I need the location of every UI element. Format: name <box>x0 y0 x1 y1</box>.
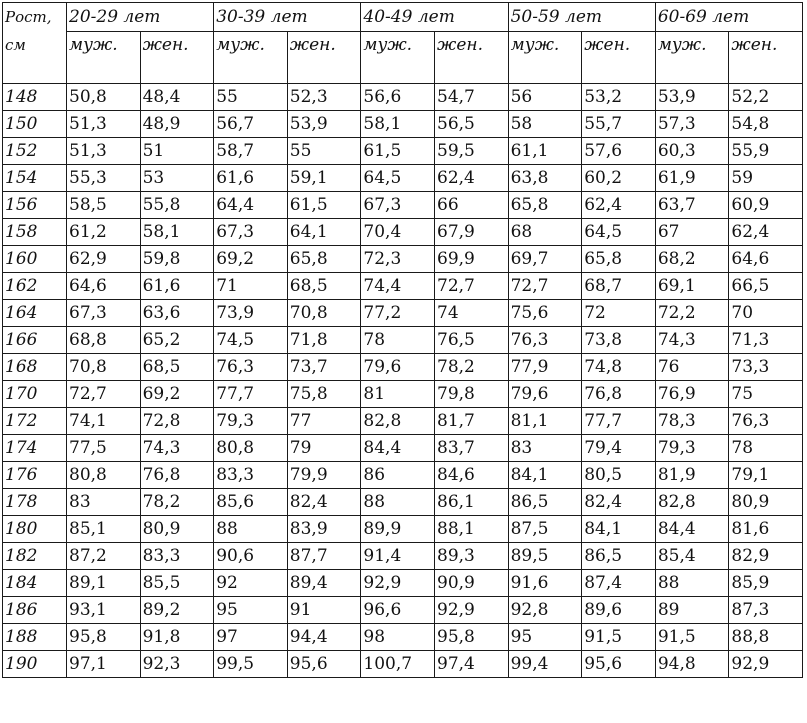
table-row <box>3 489 803 516</box>
weight-cell: 82,4 <box>287 489 361 516</box>
weight-cell: 77 <box>287 408 361 435</box>
height-cell: 162 <box>3 273 67 300</box>
weight-cell: 75,6 <box>508 300 582 327</box>
weight-cell: 80,8 <box>214 435 288 462</box>
table-row <box>3 219 803 246</box>
height-cell: 152 <box>3 138 67 165</box>
weight-cell: 72,7 <box>435 273 509 300</box>
weight-cell: 62,4 <box>729 219 803 246</box>
weight-cell: 74,1 <box>67 408 141 435</box>
weight-cell: 69,2 <box>140 381 214 408</box>
weight-cell: 80,8 <box>67 462 141 489</box>
weight-cell: 77,5 <box>67 435 141 462</box>
weight-cell: 93,1 <box>67 597 141 624</box>
weight-cell: 55,8 <box>140 192 214 219</box>
weight-cell: 48,9 <box>140 111 214 138</box>
weight-cell: 85,9 <box>729 570 803 597</box>
weight-cell: 95 <box>508 624 582 651</box>
weight-cell: 79 <box>287 435 361 462</box>
weight-cell: 67 <box>655 219 729 246</box>
weight-cell: 64,5 <box>361 165 435 192</box>
weight-cell: 84,1 <box>582 516 656 543</box>
weight-cell: 72,2 <box>655 300 729 327</box>
weight-cell: 64,4 <box>214 192 288 219</box>
weight-cell: 51,3 <box>67 111 141 138</box>
weight-cell: 73,7 <box>287 354 361 381</box>
weight-cell: 89,6 <box>582 597 656 624</box>
weight-cell: 77,2 <box>361 300 435 327</box>
weight-cell: 55,3 <box>67 165 141 192</box>
weight-cell: 61,2 <box>67 219 141 246</box>
weight-cell: 63,8 <box>508 165 582 192</box>
height-cell: 170 <box>3 381 67 408</box>
weight-cell: 88 <box>655 570 729 597</box>
weight-cell: 61,5 <box>287 192 361 219</box>
weight-cell: 79,3 <box>214 408 288 435</box>
weight-cell: 91 <box>287 597 361 624</box>
weight-cell: 92,9 <box>729 651 803 678</box>
weight-cell: 55,9 <box>729 138 803 165</box>
weight-cell: 89,5 <box>508 543 582 570</box>
weight-cell: 95,8 <box>435 624 509 651</box>
weight-cell: 52,3 <box>287 84 361 111</box>
weight-cell: 59,1 <box>287 165 361 192</box>
weight-cell: 71,3 <box>729 327 803 354</box>
height-header-line2: см <box>5 36 26 54</box>
weight-cell: 72,8 <box>140 408 214 435</box>
weight-cell: 69,1 <box>655 273 729 300</box>
weight-cell: 87,4 <box>582 570 656 597</box>
weight-cell: 95,8 <box>67 624 141 651</box>
weight-cell: 56 <box>508 84 582 111</box>
weight-cell: 99,4 <box>508 651 582 678</box>
height-cell: 154 <box>3 165 67 192</box>
weight-cell: 64,5 <box>582 219 656 246</box>
weight-cell: 78 <box>729 435 803 462</box>
weight-cell: 59,5 <box>435 138 509 165</box>
table-row <box>3 570 803 597</box>
height-header-line1: Рост, <box>5 8 52 26</box>
age-group-header: 30-39 лет <box>214 3 361 32</box>
weight-cell: 68,8 <box>67 327 141 354</box>
table-row <box>3 165 803 192</box>
weight-cell: 74,3 <box>655 327 729 354</box>
weight-cell: 85,6 <box>214 489 288 516</box>
weight-cell: 88,1 <box>435 516 509 543</box>
weight-cell: 91,6 <box>508 570 582 597</box>
weight-cell: 80,9 <box>729 489 803 516</box>
weight-cell: 79,6 <box>361 354 435 381</box>
weight-cell: 99,5 <box>214 651 288 678</box>
weight-cell: 82,9 <box>729 543 803 570</box>
table-row <box>3 597 803 624</box>
weight-cell: 70,8 <box>287 300 361 327</box>
weight-cell: 72 <box>582 300 656 327</box>
height-cell: 156 <box>3 192 67 219</box>
weight-cell: 54,8 <box>729 111 803 138</box>
weight-cell: 96,6 <box>361 597 435 624</box>
table-row <box>3 354 803 381</box>
weight-cell: 58 <box>508 111 582 138</box>
weight-cell: 89,3 <box>435 543 509 570</box>
height-cell: 148 <box>3 84 67 111</box>
weight-cell: 89,2 <box>140 597 214 624</box>
weight-cell: 50,8 <box>67 84 141 111</box>
weight-cell: 61,1 <box>508 138 582 165</box>
weight-cell: 65,2 <box>140 327 214 354</box>
weight-cell: 67,3 <box>361 192 435 219</box>
weight-cell: 52,2 <box>729 84 803 111</box>
weight-cell: 69,7 <box>508 246 582 273</box>
weight-cell: 75 <box>729 381 803 408</box>
weight-cell: 61,6 <box>140 273 214 300</box>
height-cell: 180 <box>3 516 67 543</box>
weight-cell: 65,8 <box>508 192 582 219</box>
weight-cell: 67,3 <box>67 300 141 327</box>
sex-header: муж. <box>214 32 288 84</box>
height-cell: 150 <box>3 111 67 138</box>
weight-cell: 84,4 <box>655 516 729 543</box>
weight-cell: 53,9 <box>655 84 729 111</box>
weight-cell: 68,2 <box>655 246 729 273</box>
height-cell: 174 <box>3 435 67 462</box>
weight-cell: 82,8 <box>361 408 435 435</box>
weight-cell: 73,3 <box>729 354 803 381</box>
weight-cell: 65,8 <box>287 246 361 273</box>
weight-cell: 78 <box>361 327 435 354</box>
height-cell: 178 <box>3 489 67 516</box>
weight-cell: 58,5 <box>67 192 141 219</box>
weight-cell: 78,2 <box>140 489 214 516</box>
sex-header: муж. <box>361 32 435 84</box>
weight-cell: 77,7 <box>214 381 288 408</box>
weight-cell: 80,5 <box>582 462 656 489</box>
table-row <box>3 408 803 435</box>
weight-cell: 59 <box>729 165 803 192</box>
weight-cell: 92,9 <box>435 597 509 624</box>
table-row <box>3 138 803 165</box>
weight-cell: 87,2 <box>67 543 141 570</box>
weight-cell: 76,3 <box>508 327 582 354</box>
weight-cell: 79,8 <box>435 381 509 408</box>
weight-cell: 70,4 <box>361 219 435 246</box>
table-row <box>3 516 803 543</box>
sex-header: жен. <box>287 32 361 84</box>
weight-cell: 55 <box>287 138 361 165</box>
table-row <box>3 435 803 462</box>
height-cell: 184 <box>3 570 67 597</box>
weight-cell: 81 <box>361 381 435 408</box>
header-row-age-groups <box>3 3 803 32</box>
table-row <box>3 84 803 111</box>
weight-cell: 63,6 <box>140 300 214 327</box>
weight-cell: 76,3 <box>729 408 803 435</box>
height-cell: 176 <box>3 462 67 489</box>
weight-cell: 77,7 <box>582 408 656 435</box>
table-row <box>3 300 803 327</box>
sex-header: муж. <box>67 32 141 84</box>
weight-cell: 79,9 <box>287 462 361 489</box>
weight-cell: 62,4 <box>582 192 656 219</box>
weight-cell: 57,3 <box>655 111 729 138</box>
weight-cell: 61,6 <box>214 165 288 192</box>
weight-cell: 58,1 <box>140 219 214 246</box>
weight-cell: 80,9 <box>140 516 214 543</box>
weight-cell: 92,9 <box>361 570 435 597</box>
weight-cell: 88 <box>361 489 435 516</box>
weight-cell: 87,7 <box>287 543 361 570</box>
weight-cell: 62,4 <box>435 165 509 192</box>
weight-cell: 61,9 <box>655 165 729 192</box>
weight-cell: 94,8 <box>655 651 729 678</box>
weight-cell: 76,9 <box>655 381 729 408</box>
sex-header: жен. <box>729 32 803 84</box>
weight-cell: 74,4 <box>361 273 435 300</box>
height-cell: 166 <box>3 327 67 354</box>
weight-cell: 83 <box>508 435 582 462</box>
weight-cell: 73,9 <box>214 300 288 327</box>
weight-cell: 92 <box>214 570 288 597</box>
weight-cell: 81,9 <box>655 462 729 489</box>
weight-cell: 75,8 <box>287 381 361 408</box>
weight-cell: 53,2 <box>582 84 656 111</box>
weight-cell: 77,9 <box>508 354 582 381</box>
weight-cell: 86,1 <box>435 489 509 516</box>
height-column-header <box>3 3 67 84</box>
height-cell: 160 <box>3 246 67 273</box>
weight-cell: 95,6 <box>582 651 656 678</box>
weight-cell: 86,5 <box>582 543 656 570</box>
weight-cell: 92,8 <box>508 597 582 624</box>
weight-cell: 100,7 <box>361 651 435 678</box>
weight-cell: 66 <box>435 192 509 219</box>
weight-cell: 89,4 <box>287 570 361 597</box>
weight-cell: 71 <box>214 273 288 300</box>
weight-cell: 97,1 <box>67 651 141 678</box>
weight-cell: 64,6 <box>67 273 141 300</box>
height-cell: 172 <box>3 408 67 435</box>
height-cell: 164 <box>3 300 67 327</box>
table-row <box>3 246 803 273</box>
weight-height-table <box>2 2 803 678</box>
height-cell: 182 <box>3 543 67 570</box>
table-row <box>3 192 803 219</box>
height-cell: 188 <box>3 624 67 651</box>
weight-cell: 48,4 <box>140 84 214 111</box>
sex-header: жен. <box>435 32 509 84</box>
weight-cell: 98 <box>361 624 435 651</box>
weight-cell: 90,9 <box>435 570 509 597</box>
weight-cell: 78,3 <box>655 408 729 435</box>
weight-cell: 68,5 <box>287 273 361 300</box>
weight-cell: 92,3 <box>140 651 214 678</box>
weight-cell: 83,7 <box>435 435 509 462</box>
height-cell: 190 <box>3 651 67 678</box>
weight-cell: 79,4 <box>582 435 656 462</box>
weight-cell: 53,9 <box>287 111 361 138</box>
weight-cell: 97,4 <box>435 651 509 678</box>
weight-cell: 81,7 <box>435 408 509 435</box>
sex-header: муж. <box>655 32 729 84</box>
weight-cell: 55,7 <box>582 111 656 138</box>
weight-cell: 51 <box>140 138 214 165</box>
weight-cell: 71,8 <box>287 327 361 354</box>
weight-cell: 66,5 <box>729 273 803 300</box>
weight-cell: 63,7 <box>655 192 729 219</box>
table-row <box>3 543 803 570</box>
weight-cell: 83,3 <box>214 462 288 489</box>
weight-cell: 91,5 <box>582 624 656 651</box>
age-group-header: 60-69 лет <box>655 3 802 32</box>
weight-cell: 73,8 <box>582 327 656 354</box>
weight-cell: 68 <box>508 219 582 246</box>
weight-cell: 67,9 <box>435 219 509 246</box>
weight-cell: 76,8 <box>582 381 656 408</box>
weight-cell: 82,4 <box>582 489 656 516</box>
weight-cell: 84,4 <box>361 435 435 462</box>
sex-header: жен. <box>140 32 214 84</box>
weight-cell: 57,6 <box>582 138 656 165</box>
table-row <box>3 273 803 300</box>
weight-cell: 84,6 <box>435 462 509 489</box>
weight-cell: 74,8 <box>582 354 656 381</box>
weight-cell: 64,6 <box>729 246 803 273</box>
weight-cell: 54,7 <box>435 84 509 111</box>
age-group-header: 50-59 лет <box>508 3 655 32</box>
weight-cell: 83,9 <box>287 516 361 543</box>
weight-cell: 82,8 <box>655 489 729 516</box>
weight-cell: 58,1 <box>361 111 435 138</box>
height-cell: 158 <box>3 219 67 246</box>
weight-cell: 76 <box>655 354 729 381</box>
weight-cell: 89 <box>655 597 729 624</box>
weight-cell: 85,1 <box>67 516 141 543</box>
weight-cell: 97 <box>214 624 288 651</box>
age-group-header: 20-29 лет <box>67 3 214 32</box>
weight-cell: 94,4 <box>287 624 361 651</box>
weight-cell: 72,3 <box>361 246 435 273</box>
weight-cell: 70 <box>729 300 803 327</box>
weight-cell: 74,3 <box>140 435 214 462</box>
weight-cell: 61,5 <box>361 138 435 165</box>
weight-cell: 72,7 <box>508 273 582 300</box>
weight-cell: 74,5 <box>214 327 288 354</box>
weight-cell: 91,4 <box>361 543 435 570</box>
weight-cell: 78,2 <box>435 354 509 381</box>
weight-cell: 70,8 <box>67 354 141 381</box>
weight-cell: 85,4 <box>655 543 729 570</box>
table-row <box>3 381 803 408</box>
weight-cell: 79,1 <box>729 462 803 489</box>
height-cell: 168 <box>3 354 67 381</box>
weight-cell: 79,6 <box>508 381 582 408</box>
weight-cell: 76,3 <box>214 354 288 381</box>
weight-cell: 60,2 <box>582 165 656 192</box>
weight-cell: 58,7 <box>214 138 288 165</box>
weight-cell: 67,3 <box>214 219 288 246</box>
weight-cell: 81,6 <box>729 516 803 543</box>
weight-cell: 65,8 <box>582 246 656 273</box>
weight-cell: 91,5 <box>655 624 729 651</box>
age-group-header: 40-49 лет <box>361 3 508 32</box>
weight-cell: 72,7 <box>67 381 141 408</box>
weight-cell: 68,7 <box>582 273 656 300</box>
weight-cell: 81,1 <box>508 408 582 435</box>
weight-cell: 60,3 <box>655 138 729 165</box>
weight-cell: 51,3 <box>67 138 141 165</box>
weight-cell: 89,9 <box>361 516 435 543</box>
weight-cell: 89,1 <box>67 570 141 597</box>
height-cell: 186 <box>3 597 67 624</box>
weight-cell: 56,5 <box>435 111 509 138</box>
weight-cell: 84,1 <box>508 462 582 489</box>
table-row <box>3 651 803 678</box>
table-row <box>3 624 803 651</box>
weight-cell: 83,3 <box>140 543 214 570</box>
header-row-sex <box>3 32 803 84</box>
weight-cell: 86 <box>361 462 435 489</box>
weight-cell: 91,8 <box>140 624 214 651</box>
weight-cell: 88,8 <box>729 624 803 651</box>
sex-header: муж. <box>508 32 582 84</box>
sex-header: жен. <box>582 32 656 84</box>
weight-cell: 85,5 <box>140 570 214 597</box>
weight-cell: 95 <box>214 597 288 624</box>
weight-cell: 74 <box>435 300 509 327</box>
table-row <box>3 462 803 489</box>
weight-cell: 88 <box>214 516 288 543</box>
weight-cell: 53 <box>140 165 214 192</box>
weight-cell: 76,5 <box>435 327 509 354</box>
weight-cell: 64,1 <box>287 219 361 246</box>
weight-cell: 83 <box>67 489 141 516</box>
weight-cell: 79,3 <box>655 435 729 462</box>
weight-cell: 68,5 <box>140 354 214 381</box>
weight-cell: 86,5 <box>508 489 582 516</box>
weight-cell: 56,6 <box>361 84 435 111</box>
weight-cell: 59,8 <box>140 246 214 273</box>
weight-cell: 87,3 <box>729 597 803 624</box>
weight-cell: 87,5 <box>508 516 582 543</box>
weight-cell: 60,9 <box>729 192 803 219</box>
weight-cell: 95,6 <box>287 651 361 678</box>
weight-cell: 69,2 <box>214 246 288 273</box>
weight-cell: 76,8 <box>140 462 214 489</box>
weight-cell: 56,7 <box>214 111 288 138</box>
weight-cell: 62,9 <box>67 246 141 273</box>
weight-cell: 69,9 <box>435 246 509 273</box>
table-row <box>3 111 803 138</box>
weight-cell: 55 <box>214 84 288 111</box>
weight-cell: 90,6 <box>214 543 288 570</box>
table-row <box>3 327 803 354</box>
